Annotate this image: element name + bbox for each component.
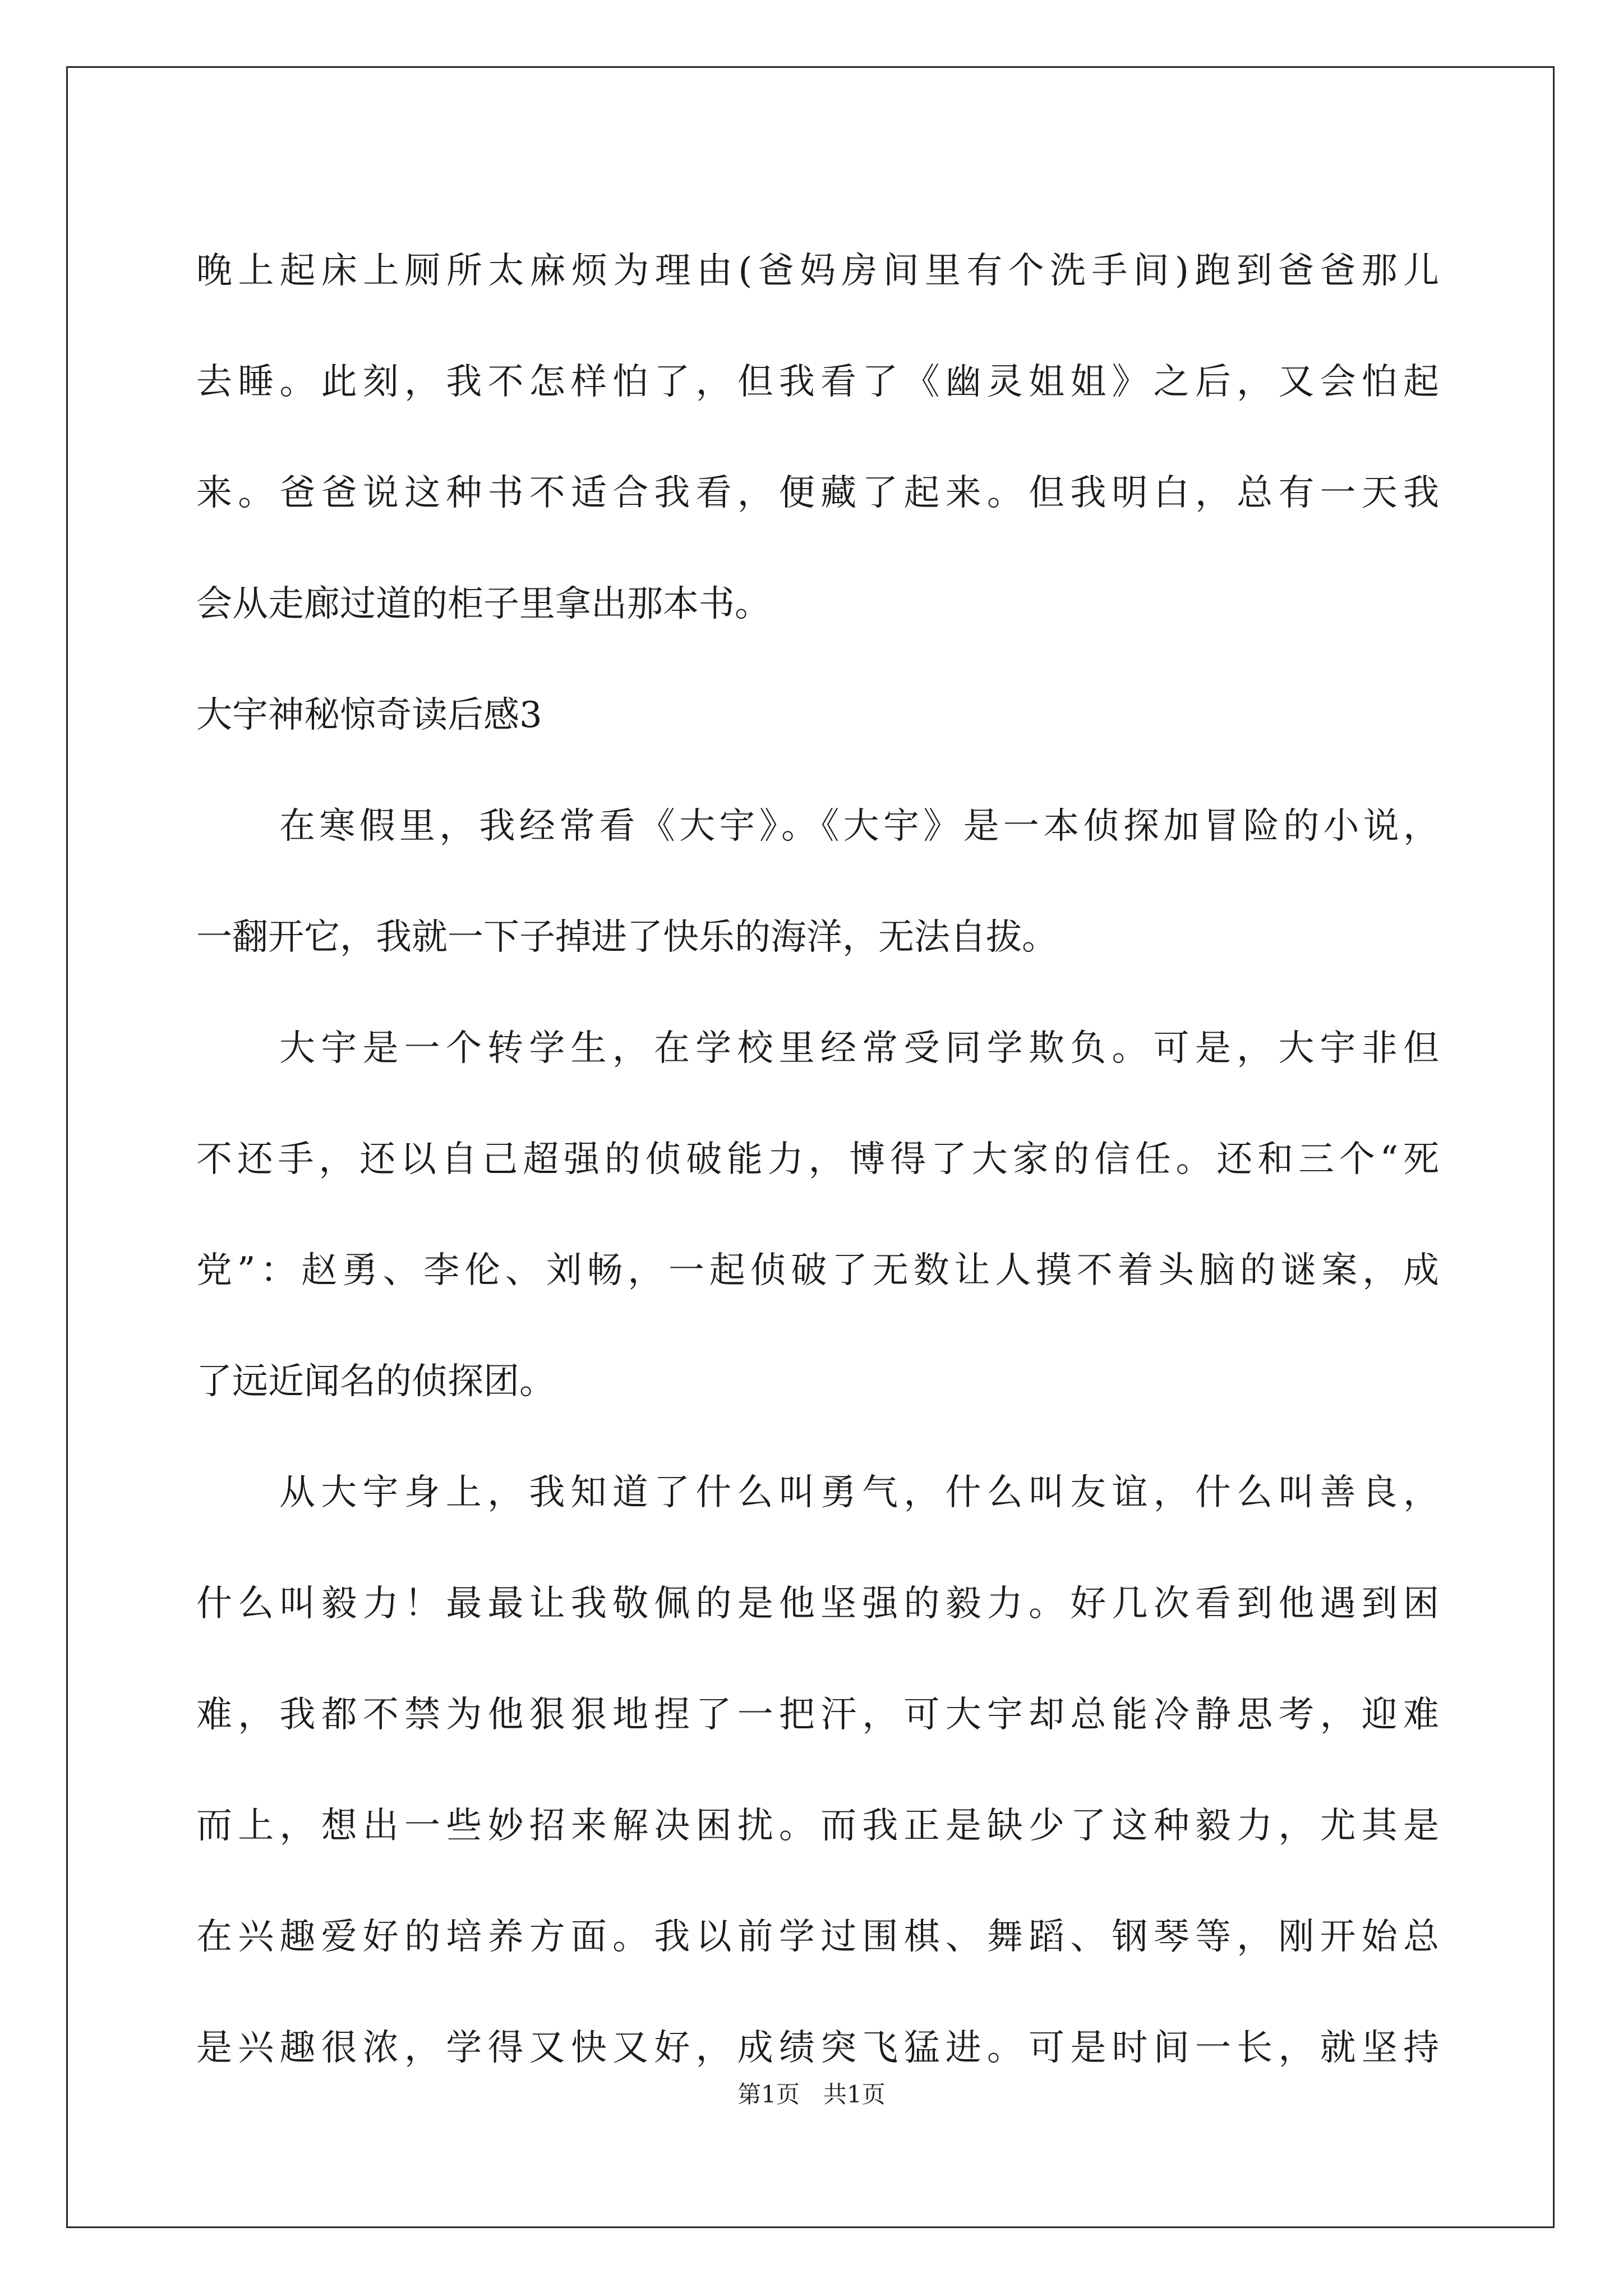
section-heading: 大宇神秘惊奇读后感3	[196, 694, 542, 736]
text-line-15: 而上，想出一些妙招来解决困扰。而我正是缺少了这种毅力，尤其是	[196, 1805, 1439, 1847]
text-line-8: 大宇是一个转学生，在学校里经常受同学欺负。可是，大宇非但	[279, 1028, 1439, 1069]
text-line-12: 从大宇身上，我知道了什么叫勇气，什么叫友谊，什么叫善良，	[279, 1472, 1439, 1513]
text-line-16: 在兴趣爱好的培养方面。我以前学过围棋、舞蹈、钢琴等，刚开始总	[196, 1916, 1439, 1958]
text-line-11: 了远近闻名的侦探团。	[196, 1361, 555, 1402]
text-line-17: 是兴趣很浓，学得又快又好，成绩突飞猛进。可是时间一长，就坚持	[196, 2027, 1439, 2069]
page-footer: 第1页 共1页	[737, 2081, 886, 2108]
text-line-1: 晚上起床上厕所太麻烦为理由(爸妈房间里有个洗手间)跑到爸爸那儿	[196, 250, 1439, 292]
text-line-4: 会从走廊过道的柜子里拿出那本书。	[196, 583, 771, 625]
document-body	[196, 215, 1439, 2104]
text-line-7: 一翻开它，我就一下子掉进了快乐的海洋，无法自拔。	[196, 917, 1058, 958]
text-line-9: 不还手，还以自己超强的侦破能力，博得了大家的信任。还和三个“死	[196, 1139, 1439, 1180]
text-line-10: 党”：赵勇、李伦、刘畅，一起侦破了无数让人摸不着头脑的谜案，成	[196, 1250, 1439, 1291]
text-line-14: 难，我都不禁为他狠狠地捏了一把汗，可大宇却总能冷静思考，迎难	[196, 1694, 1439, 1736]
text-line-6: 在寒假里，我经常看《大宇》。《大宇》是一本侦探加冒险的小说，	[279, 806, 1439, 847]
text-line-2: 去睡。此刻，我不怎样怕了，但我看了《幽灵姐姐》之后，又会怕起	[196, 361, 1439, 403]
text-line-13: 什么叫毅力！最最让我敬佩的是他坚强的毅力。好几次看到他遇到困	[196, 1583, 1439, 1625]
text-line-3: 来。爸爸说这种书不适合我看，便藏了起来。但我明白，总有一天我	[196, 472, 1439, 514]
